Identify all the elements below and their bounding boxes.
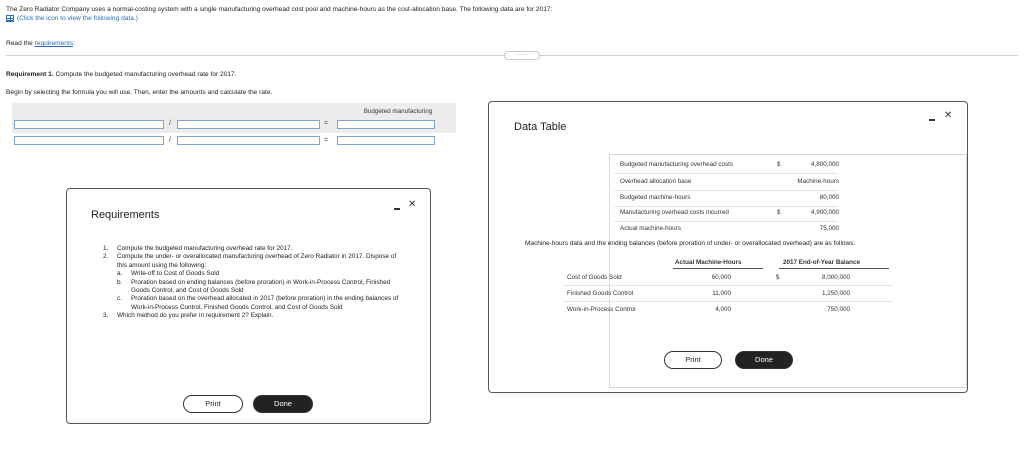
row-divider	[614, 190, 838, 191]
table-row-balance: 1,250,000	[821, 290, 850, 297]
row-divider	[614, 206, 838, 207]
table-row-hours: 60,000	[711, 274, 731, 281]
table-row-balance: 8,000,000	[821, 274, 850, 281]
table-row-value: Machine-hours	[797, 178, 839, 185]
data-table-dialog	[488, 101, 968, 393]
minimize-icon[interactable]	[929, 119, 935, 121]
result-input-2[interactable]	[337, 136, 435, 145]
read-requirements-line	[6, 40, 75, 47]
result-header-line1: Budgeted manufacturing	[363, 108, 433, 115]
table-row-hours: 4,000	[715, 306, 731, 313]
intro-text: The Zero Radiator Company uses a normal-costing system with a single manufacturing overhead cost pool and machine-hours as the cost-allocation base. The following data are for 2017:	[6, 6, 553, 13]
table-row-label: Budgeted manufacturing overhead costs	[620, 161, 734, 168]
list-item: 1. Compute the budgeted manufacturing overhead rate for 2017.	[103, 245, 293, 252]
close-icon[interactable]: ✕	[408, 199, 417, 210]
print-button[interactable]: Print	[183, 395, 243, 413]
table-row-value: 80,000	[819, 194, 839, 201]
requirements-dialog	[66, 188, 431, 424]
table-grid-icon[interactable]	[6, 15, 14, 22]
table-row-value: 4,800,000	[810, 161, 839, 168]
table-row-label: Finished Goods Control	[567, 290, 634, 297]
print-button[interactable]: Print	[664, 351, 722, 369]
row-divider	[563, 301, 893, 302]
list-item: c. Proration based on the overhead allocated in 2017 (before proration) in the ending balances of Work-in-Process Control, Finished Goods Control, and Cost of Goods Sold	[117, 295, 399, 311]
denominator-input-1[interactable]	[177, 120, 320, 129]
table-row-label: Budgeted machine-hours	[620, 194, 691, 201]
equals-sign: =	[324, 137, 329, 144]
table-row-label: Work-in-Process Control	[567, 306, 636, 313]
done-button[interactable]: Done	[735, 351, 793, 369]
currency-symbol: $	[776, 274, 780, 281]
divide-sign: /	[169, 137, 171, 144]
table-row-label: Manufacturing overhead costs incurred	[620, 209, 729, 216]
minimize-icon[interactable]	[394, 208, 400, 210]
read-suffix: .	[73, 40, 75, 47]
row-divider	[614, 173, 838, 174]
column-header: 2017 End-of-Year Balance	[783, 259, 860, 266]
numerator-input-1[interactable]	[14, 120, 164, 129]
row-divider	[563, 285, 893, 286]
requirements-title: Requirements	[91, 209, 160, 221]
requirements-link[interactable]: requirements	[34, 40, 74, 47]
data-table-title: Data Table	[514, 121, 567, 133]
row-divider	[614, 221, 838, 222]
list-item: 3. Which method do you prefer in requirement 2? Explain.	[103, 312, 274, 320]
list-item: b. Proration based on ending balances (before proration) in Work-in-Process Control, Finished Goods Control, and Cost of Goods Sold	[117, 278, 391, 295]
currency-symbol: $	[777, 161, 781, 168]
read-prefix: Read the	[6, 40, 35, 47]
requirement-1-heading	[6, 71, 237, 78]
divide-sign: /	[169, 120, 171, 127]
table-row-label: Actual machine-hours	[620, 225, 681, 232]
header-underline	[673, 268, 763, 269]
divider-handle[interactable]: ·····	[504, 51, 540, 60]
list-item: 2. Compute the under- or overallocated manufacturing overhead of Zero Radiator in 2017. Dispose of this amount using the following:	[103, 253, 397, 269]
requirements-list	[103, 245, 403, 321]
instructions: Begin by selecting the formula you will use. Then, enter the amounts and calculate the rate.	[6, 89, 273, 96]
close-icon[interactable]: ✕	[944, 110, 953, 121]
denominator-input-2[interactable]	[177, 136, 320, 145]
table-row-label: Overhead allocation base	[620, 178, 692, 185]
requirement-1-text: Compute the budgeted manufacturing overhead rate for 2017.	[53, 71, 237, 78]
table-row-value: 75,000	[819, 225, 839, 232]
data-link[interactable]	[6, 14, 552, 23]
equals-sign: =	[324, 120, 329, 127]
requirement-1-label: Requirement 1.	[6, 71, 54, 78]
problem-intro	[6, 5, 552, 23]
table-row-label: Cost of Goods Sold	[567, 274, 622, 281]
header-underline	[779, 268, 889, 269]
data-link-text[interactable]: (Click the icon to view the following data.)	[17, 15, 138, 22]
list-item: a. Write-off to Cost of Goods Sold	[117, 270, 220, 278]
numerator-input-2[interactable]	[14, 136, 164, 145]
table-row-balance: 750,000	[827, 306, 850, 313]
currency-symbol: $	[777, 209, 781, 216]
done-button[interactable]: Done	[253, 395, 313, 413]
data-note: Machine-hours data and the ending balances (before proration of under- or overallocated overhead) are as follows:	[525, 240, 856, 247]
table-row-hours: 11,000	[712, 290, 731, 297]
column-header: Actual Machine-Hours	[675, 259, 742, 266]
result-input-1[interactable]	[337, 120, 435, 129]
table-row-value: 4,900,000	[810, 209, 839, 216]
